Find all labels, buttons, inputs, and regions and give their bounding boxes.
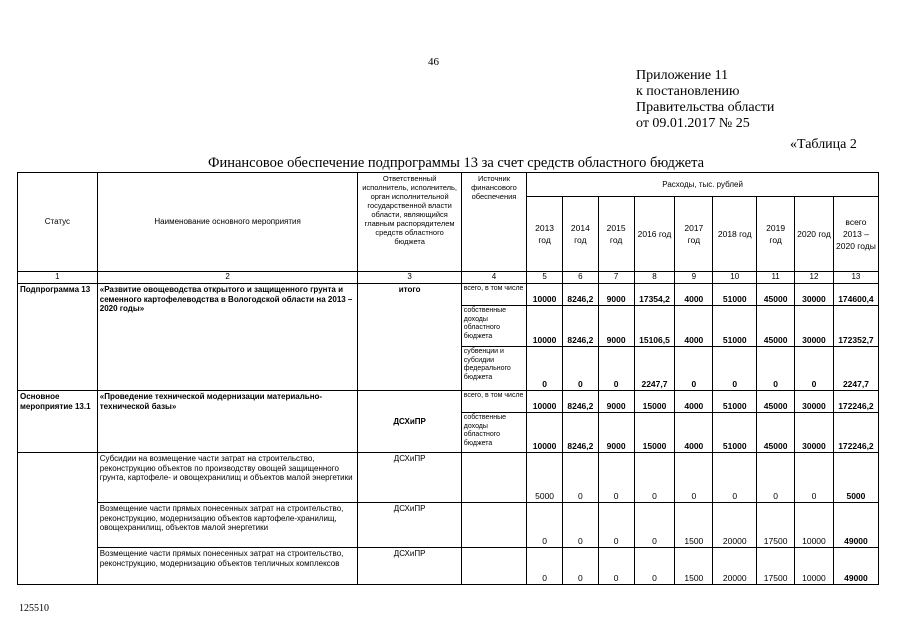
value-total-cell: 172246,2 <box>833 391 878 413</box>
row-responsible: ДСХиПР <box>358 391 461 453</box>
appendix-line: от 09.01.2017 № 25 <box>636 116 750 131</box>
column-index: 6 <box>562 272 598 284</box>
value-cell: 0 <box>713 347 757 391</box>
row-status: Основное мероприятие 13.1 <box>18 391 98 453</box>
row-status-empty <box>18 453 98 585</box>
appendix-block <box>636 68 774 132</box>
header-year: 2017 год <box>675 197 713 272</box>
value-cell: 0 <box>562 453 598 503</box>
document-title: Финансовое обеспечение подпрограммы 13 за счет средств областного бюджета <box>208 155 705 171</box>
value-cell: 0 <box>598 347 634 391</box>
row-responsible: итого <box>358 284 461 391</box>
value-cell: 20000 <box>713 548 757 585</box>
value-cell: 30000 <box>795 391 834 413</box>
value-cell: 15106,5 <box>634 306 675 347</box>
value-cell: 4000 <box>675 391 713 413</box>
value-cell: 0 <box>634 503 675 548</box>
value-cell: 10000 <box>527 306 563 347</box>
value-total-cell: 172246,2 <box>833 413 878 453</box>
value-cell: 10000 <box>527 284 563 306</box>
value-cell: 10000 <box>527 391 563 413</box>
appendix-line: Правительства области <box>636 100 775 115</box>
value-cell: 0 <box>598 503 634 548</box>
value-cell: 17500 <box>757 548 795 585</box>
value-cell: 30000 <box>795 284 834 306</box>
header-year: 2014 год <box>562 197 598 272</box>
value-cell: 45000 <box>757 413 795 453</box>
value-cell: 0 <box>527 548 563 585</box>
value-total-cell: 174600,4 <box>833 284 878 306</box>
financing-table <box>17 172 879 585</box>
column-index: 10 <box>713 272 757 284</box>
value-cell: 0 <box>757 453 795 503</box>
column-index: 12 <box>795 272 834 284</box>
value-total-cell: 172352,7 <box>833 306 878 347</box>
value-cell: 10000 <box>527 413 563 453</box>
value-cell: 9000 <box>598 284 634 306</box>
value-cell: 20000 <box>713 503 757 548</box>
header-expenses: Расходы, тыс. рублей <box>527 173 879 197</box>
appendix-line: к постановлению <box>636 84 740 99</box>
column-index: 3 <box>358 272 461 284</box>
value-cell: 51000 <box>713 391 757 413</box>
value-cell: 0 <box>634 548 675 585</box>
value-cell: 30000 <box>795 306 834 347</box>
header-year-total: всего 2013 – 2020 годы <box>833 197 878 272</box>
value-cell: 0 <box>675 453 713 503</box>
column-index: 1 <box>18 272 98 284</box>
value-cell: 0 <box>598 548 634 585</box>
detail-source-empty <box>461 503 526 548</box>
value-cell: 10000 <box>795 503 834 548</box>
detail-name: Субсидии на возмещение части затрат на строительство, реконструкцию объектов по производству овощей защищенного грунта, картофеле- и овощехранилищ и объектов малой энергетики <box>97 453 358 503</box>
value-total-cell: 2247,7 <box>833 347 878 391</box>
value-cell: 0 <box>527 347 563 391</box>
value-cell: 15000 <box>634 413 675 453</box>
header-responsible: Ответственный исполнитель, исполнитель, орган исполнительной государственной власти области, являющийся главным распорядителем средств областного бюджета <box>358 173 461 272</box>
value-cell: 10000 <box>795 548 834 585</box>
row-source: всего, в том числе <box>461 284 526 306</box>
column-index: 7 <box>598 272 634 284</box>
page-number: 46 <box>428 56 439 68</box>
column-index: 5 <box>527 272 563 284</box>
value-cell: 0 <box>562 548 598 585</box>
column-index: 8 <box>634 272 675 284</box>
value-cell: 4000 <box>675 413 713 453</box>
header-year: 2016 год <box>634 197 675 272</box>
header-year: 2019 год <box>757 197 795 272</box>
column-index: 9 <box>675 272 713 284</box>
detail-name: Возмещение части прямых понесенных затрат на строительство, реконструкцию, модернизацию объектов тепличных комплексов <box>97 548 358 585</box>
detail-responsible: ДСХиПР <box>358 503 461 548</box>
column-index: 2 <box>97 272 358 284</box>
value-total-cell: 49000 <box>833 548 878 585</box>
value-cell: 1500 <box>675 548 713 585</box>
value-cell: 2247,7 <box>634 347 675 391</box>
value-cell: 45000 <box>757 306 795 347</box>
value-cell: 30000 <box>795 413 834 453</box>
value-cell: 9000 <box>598 306 634 347</box>
header-name: Наименование основного мероприятия <box>97 173 358 272</box>
value-cell: 51000 <box>713 284 757 306</box>
value-total-cell: 5000 <box>833 453 878 503</box>
header-status: Статус <box>18 173 98 272</box>
header-year: 2015 год <box>598 197 634 272</box>
row-source: собственные доходы областного бюджета <box>461 413 526 453</box>
value-cell: 17500 <box>757 503 795 548</box>
row-name: «Развитие овощеводства открытого и защищенного грунта и семенного картофелеводства в Вологодской области на 2013 – 2020 годы» <box>97 284 358 391</box>
row-source: субвенции и субсидии федерального бюджета <box>461 347 526 391</box>
footer-code: 125510 <box>19 603 49 614</box>
value-total-cell: 49000 <box>833 503 878 548</box>
header-year: 2013 год <box>527 197 563 272</box>
value-cell: 0 <box>562 347 598 391</box>
value-cell: 0 <box>795 347 834 391</box>
detail-source-empty <box>461 453 526 503</box>
value-cell: 0 <box>795 453 834 503</box>
header-year: 2018 год <box>713 197 757 272</box>
header-source: Источник финансового обеспечения <box>461 173 526 272</box>
value-cell: 9000 <box>598 391 634 413</box>
row-name: «Проведение технической модернизации материально-технической базы» <box>97 391 358 453</box>
column-index: 13 <box>833 272 878 284</box>
row-status: Подпрограмма 13 <box>18 284 98 391</box>
appendix-line: Приложение 11 <box>636 68 729 83</box>
row-source: всего, в том числе <box>461 391 526 413</box>
detail-responsible: ДСХиПР <box>358 548 461 585</box>
value-cell: 5000 <box>527 453 563 503</box>
value-cell: 8246,2 <box>562 391 598 413</box>
value-cell: 0 <box>634 453 675 503</box>
value-cell: 0 <box>713 453 757 503</box>
value-cell: 0 <box>598 453 634 503</box>
header-year: 2020 год <box>795 197 834 272</box>
value-cell: 4000 <box>675 284 713 306</box>
value-cell: 8246,2 <box>562 284 598 306</box>
table-reference: «Таблица 2 <box>790 137 857 152</box>
value-cell: 15000 <box>634 391 675 413</box>
value-cell: 45000 <box>757 391 795 413</box>
row-source: собственные доходы областного бюджета <box>461 306 526 347</box>
value-cell: 17354,2 <box>634 284 675 306</box>
value-cell: 0 <box>675 347 713 391</box>
value-cell: 9000 <box>598 413 634 453</box>
value-cell: 1500 <box>675 503 713 548</box>
column-index: 11 <box>757 272 795 284</box>
value-cell: 51000 <box>713 413 757 453</box>
value-cell: 0 <box>527 503 563 548</box>
value-cell: 4000 <box>675 306 713 347</box>
column-index: 4 <box>461 272 526 284</box>
value-cell: 8246,2 <box>562 306 598 347</box>
detail-name: Возмещение части прямых понесенных затрат на строительство, реконструкцию, модернизацию объектов картофеле-хранилищ, овощехранилищ, объектов малой энергетики <box>97 503 358 548</box>
value-cell: 45000 <box>757 284 795 306</box>
value-cell: 8246,2 <box>562 413 598 453</box>
detail-source-empty <box>461 548 526 585</box>
value-cell: 51000 <box>713 306 757 347</box>
detail-responsible: ДСХиПР <box>358 453 461 503</box>
value-cell: 0 <box>562 503 598 548</box>
value-cell: 0 <box>757 347 795 391</box>
